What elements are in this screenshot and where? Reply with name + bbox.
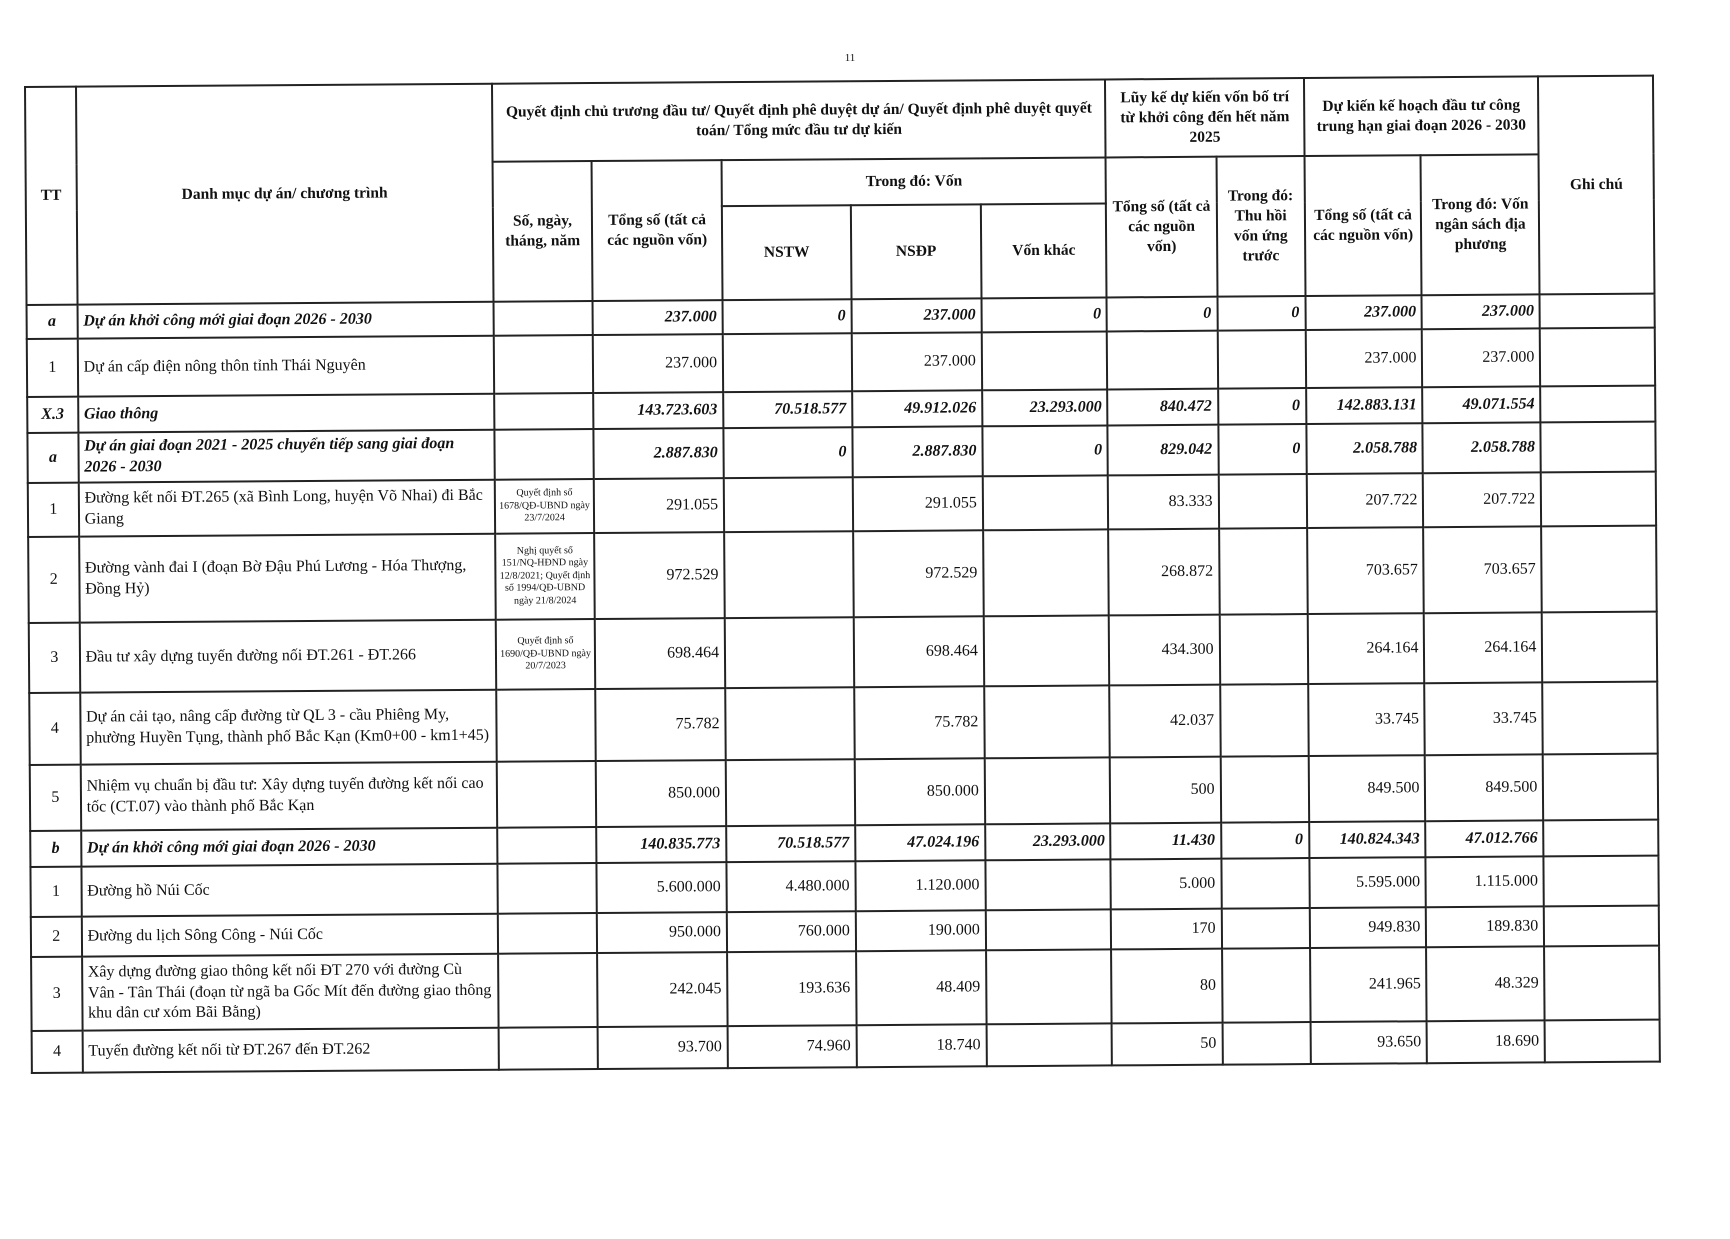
cell-tt: 3 bbox=[31, 957, 82, 1031]
cell-decision-total: 972.529 bbox=[594, 532, 725, 619]
cell-other-capital bbox=[984, 685, 1110, 758]
cell-tt: 3 bbox=[29, 623, 80, 693]
cell-advance-recovery: 0 bbox=[1218, 388, 1306, 425]
cell-nstw bbox=[724, 531, 853, 618]
cell-planned-total: 207.722 bbox=[1306, 473, 1423, 528]
cell-project-name: Đường vành đai I (đoạn Bờ Đậu Phú Lương - Hóa Thượng, Đồng Hỷ) bbox=[79, 534, 496, 623]
header-project-list: Danh mục dự án/ chương trình bbox=[76, 84, 494, 305]
cell-planned-total: 142.883.131 bbox=[1306, 387, 1423, 424]
cell-decision-ref bbox=[494, 301, 593, 336]
cell-decision-ref bbox=[494, 393, 593, 430]
table-body bbox=[27, 294, 1660, 1073]
cell-local-budget: 47.012.766 bbox=[1426, 820, 1544, 857]
cell-other-capital bbox=[983, 529, 1109, 616]
cell-advance-recovery bbox=[1218, 474, 1306, 529]
cell-accumulated-total: 434.300 bbox=[1109, 615, 1220, 686]
cell-local-budget: 1.115.000 bbox=[1426, 856, 1544, 907]
cell-nstw: 70.518.577 bbox=[726, 825, 855, 862]
header-tt: TT bbox=[25, 87, 77, 305]
cell-accumulated-total: 268.872 bbox=[1109, 529, 1220, 616]
cell-planned-total: 703.657 bbox=[1307, 527, 1424, 614]
header-accumulated-total: Tổng số (tất cả các nguồn vốn) bbox=[1106, 157, 1217, 298]
cell-notes bbox=[1542, 612, 1657, 683]
header-decision-number-date: Số, ngày, tháng, năm bbox=[493, 161, 593, 302]
cell-notes bbox=[1543, 754, 1658, 821]
cell-advance-recovery bbox=[1221, 908, 1309, 949]
cell-local-budget: 703.657 bbox=[1424, 526, 1542, 613]
cell-other-capital: 0 bbox=[982, 425, 1108, 476]
cell-decision-ref bbox=[497, 761, 597, 828]
cell-other-capital bbox=[985, 757, 1111, 824]
table-row bbox=[29, 612, 1657, 693]
header-planned-investment: Dự kiến kế hoạch đầu tư công trung hạn giai đoạn 2026 - 2030 bbox=[1304, 76, 1539, 156]
cell-other-capital bbox=[986, 909, 1112, 950]
cell-advance-recovery: 0 bbox=[1221, 822, 1309, 859]
table-row bbox=[29, 682, 1657, 765]
cell-accumulated-total: 11.430 bbox=[1111, 823, 1221, 860]
cell-accumulated-total: 829.042 bbox=[1108, 425, 1218, 476]
cell-project-name: Dự án giai đoạn 2021 - 2025 chuyển tiếp sang giai đoạn 2026 - 2030 bbox=[78, 430, 495, 483]
cell-other-capital bbox=[984, 615, 1110, 686]
cell-nsdp: 698.464 bbox=[854, 616, 984, 687]
cell-notes bbox=[1544, 820, 1659, 857]
cell-project-name: Xây dựng đường giao thông kết nối ĐT 270 với đường Cù Vân - Tân Thái (đoạn từ ngã ba Gốc Mít đến đường giao thông khu dân cư xóm Bãi Bằng) bbox=[82, 954, 499, 1031]
cell-accumulated-total: 5.000 bbox=[1111, 859, 1221, 910]
cell-local-budget: 48.329 bbox=[1427, 946, 1545, 1021]
cell-notes bbox=[1545, 1020, 1660, 1063]
cell-local-budget: 264.164 bbox=[1424, 612, 1542, 683]
cell-tt: 5 bbox=[30, 765, 81, 831]
cell-nstw: 0 bbox=[723, 427, 852, 478]
cell-tt: 2 bbox=[28, 537, 79, 623]
cell-nsdp: 18.740 bbox=[857, 1024, 987, 1067]
cell-notes bbox=[1543, 682, 1658, 755]
cell-project-name: Dự án cấp điện nông thôn tỉnh Thái Nguyên bbox=[77, 336, 494, 397]
cell-local-budget: 849.500 bbox=[1425, 754, 1543, 821]
cell-project-name: Đường kết nối ĐT.265 (xã Bình Long, huyện Võ Nhai) đi Bắc Giang bbox=[78, 480, 495, 537]
header-capital-breakdown: Trong đó: Vốn bbox=[722, 157, 1107, 206]
cell-planned-total: 93.650 bbox=[1310, 1021, 1427, 1064]
cell-project-name: Đường du lịch Sông Công - Núi Cốc bbox=[81, 914, 498, 957]
cell-nsdp: 48.409 bbox=[856, 950, 986, 1025]
cell-accumulated-total: 500 bbox=[1110, 757, 1221, 824]
cell-nstw bbox=[725, 617, 854, 688]
cell-decision-ref bbox=[497, 827, 596, 864]
cell-accumulated-total: 83.333 bbox=[1108, 475, 1219, 530]
cell-tt: a bbox=[27, 433, 78, 483]
cell-tt: 4 bbox=[29, 693, 80, 765]
cell-planned-total: 264.164 bbox=[1307, 613, 1424, 684]
cell-decision-ref: Quyết định số 1690/QĐ-UBND ngày 20/7/2023 bbox=[496, 619, 596, 690]
cell-nstw bbox=[726, 759, 855, 826]
cell-nstw: 193.636 bbox=[727, 951, 856, 1026]
cell-advance-recovery bbox=[1222, 948, 1311, 1023]
cell-decision-ref bbox=[499, 1027, 598, 1070]
cell-notes bbox=[1540, 294, 1655, 329]
cell-other-capital bbox=[985, 859, 1111, 910]
cell-decision-ref: Nghị quyết số 151/NQ-HĐND ngày 12/8/2021; Quyết định số 1994/QĐ-UBND ngày 21/8/2024 bbox=[495, 533, 595, 620]
cell-decision-total: 93.700 bbox=[598, 1026, 728, 1069]
cell-other-capital: 23.293.000 bbox=[982, 389, 1108, 426]
cell-notes bbox=[1540, 328, 1655, 387]
cell-decision-ref bbox=[496, 689, 596, 762]
cell-project-name: Dự án cải tạo, nâng cấp đường từ QL 3 - cầu Phiêng My, phường Huyền Tụng, thành phố Bắc Kạn (Km0+00 - km1+45) bbox=[80, 690, 497, 765]
header-planned-total: Tổng số (tất cả các nguồn vốn) bbox=[1304, 155, 1422, 296]
cell-other-capital bbox=[986, 949, 1112, 1024]
cell-nsdp: 49.912.026 bbox=[852, 390, 982, 427]
cell-project-name: Nhiệm vụ chuẩn bị đầu tư: Xây dựng tuyến đường kết nối cao tốc (CT.07) vào thành phố Bắc Kạn bbox=[80, 762, 497, 831]
cell-decision-total: 291.055 bbox=[594, 478, 724, 533]
cell-accumulated-total: 170 bbox=[1111, 909, 1221, 950]
cell-advance-recovery bbox=[1220, 684, 1309, 757]
cell-nsdp: 237.000 bbox=[852, 332, 982, 391]
document-sheet bbox=[24, 75, 1661, 1074]
cell-planned-total: 241.965 bbox=[1310, 947, 1427, 1022]
cell-local-budget: 237.000 bbox=[1422, 328, 1540, 387]
cell-nsdp: 190.000 bbox=[856, 910, 986, 951]
header-investment-decision: Quyết định chủ trương đầu tư/ Quyết định phê duyệt dự án/ Quyết định phê duyệt quyết toán/ Tổng mức đầu tư dự kiến bbox=[492, 79, 1106, 161]
header-decision-total: Tổng số (tất cả các nguồn vốn) bbox=[592, 160, 723, 301]
cell-other-capital bbox=[986, 1023, 1112, 1066]
header-notes: Ghi chú bbox=[1538, 76, 1654, 295]
cell-nstw: 760.000 bbox=[727, 911, 856, 952]
cell-nsdp: 972.529 bbox=[853, 530, 984, 617]
cell-notes bbox=[1541, 472, 1656, 527]
cell-advance-recovery: 0 bbox=[1218, 424, 1306, 475]
cell-advance-recovery bbox=[1222, 1022, 1310, 1065]
cell-accumulated-total: 50 bbox=[1112, 1023, 1222, 1066]
cell-tt: 1 bbox=[28, 483, 79, 537]
cell-project-name: Giao thông bbox=[78, 394, 495, 433]
cell-decision-total: 75.782 bbox=[595, 688, 725, 761]
cell-nstw bbox=[723, 333, 852, 392]
cell-local-budget: 207.722 bbox=[1423, 472, 1541, 527]
cell-decision-total: 242.045 bbox=[597, 952, 727, 1027]
cell-decision-total: 850.000 bbox=[596, 760, 726, 827]
cell-project-name: Dự án khởi công mới giai đoạn 2026 - 2030 bbox=[77, 302, 494, 339]
cell-notes bbox=[1544, 946, 1659, 1021]
cell-tt: 1 bbox=[27, 339, 78, 397]
cell-decision-total: 5.600.000 bbox=[597, 862, 727, 913]
cell-decision-total: 140.835.773 bbox=[596, 826, 726, 863]
cell-accumulated-total: 840.472 bbox=[1108, 389, 1218, 426]
cell-project-name: Đầu tư xây dựng tuyến đường nối ĐT.261 - ĐT.266 bbox=[79, 620, 496, 693]
cell-decision-ref bbox=[498, 953, 598, 1028]
cell-tt: 2 bbox=[31, 917, 82, 957]
cell-decision-total: 237.000 bbox=[593, 334, 723, 393]
cell-decision-total: 950.000 bbox=[597, 912, 727, 953]
cell-decision-ref bbox=[498, 913, 597, 954]
cell-notes bbox=[1544, 856, 1659, 907]
cell-accumulated-total bbox=[1107, 331, 1218, 390]
cell-local-budget: 2.058.788 bbox=[1423, 422, 1541, 473]
cell-nstw: 4.480.000 bbox=[727, 861, 856, 912]
cell-accumulated-total: 80 bbox=[1112, 949, 1223, 1024]
cell-decision-total: 237.000 bbox=[593, 300, 723, 335]
cell-nstw: 74.960 bbox=[728, 1025, 857, 1068]
cell-nstw: 70.518.577 bbox=[723, 391, 852, 428]
cell-planned-total: 33.745 bbox=[1308, 683, 1425, 756]
cell-local-budget: 189.830 bbox=[1426, 906, 1544, 947]
table-row bbox=[30, 754, 1658, 831]
cell-planned-total: 237.000 bbox=[1305, 329, 1422, 388]
cell-accumulated-total: 42.037 bbox=[1110, 685, 1221, 758]
cell-other-capital: 23.293.000 bbox=[985, 823, 1111, 860]
cell-tt: 4 bbox=[32, 1031, 83, 1073]
investment-plan-table bbox=[24, 75, 1661, 1074]
cell-notes bbox=[1540, 386, 1655, 423]
cell-local-budget: 49.071.554 bbox=[1423, 386, 1541, 423]
cell-notes bbox=[1544, 906, 1659, 947]
cell-advance-recovery bbox=[1217, 330, 1306, 389]
cell-nsdp: 291.055 bbox=[853, 476, 983, 531]
cell-tt: b bbox=[30, 831, 81, 867]
header-nstw: NSTW bbox=[722, 205, 852, 300]
header-other-capital: Vốn khác bbox=[981, 203, 1107, 298]
cell-tt: X.3 bbox=[27, 397, 78, 433]
cell-decision-ref bbox=[497, 863, 596, 914]
cell-planned-total: 2.058.788 bbox=[1306, 423, 1423, 474]
cell-accumulated-total: 0 bbox=[1107, 297, 1217, 332]
cell-planned-total: 140.824.343 bbox=[1309, 821, 1426, 858]
table-header bbox=[25, 76, 1654, 305]
cell-decision-total: 698.464 bbox=[595, 618, 725, 689]
table-row bbox=[28, 526, 1657, 623]
cell-nsdp: 75.782 bbox=[854, 686, 984, 759]
cell-notes bbox=[1541, 422, 1656, 473]
cell-advance-recovery bbox=[1219, 614, 1308, 685]
cell-advance-recovery bbox=[1220, 756, 1309, 823]
cell-project-name: Tuyến đường kết nối từ ĐT.267 đến ĐT.262 bbox=[82, 1028, 499, 1073]
cell-nstw: 0 bbox=[723, 299, 852, 334]
cell-nsdp: 2.887.830 bbox=[852, 426, 982, 477]
cell-advance-recovery: 0 bbox=[1217, 296, 1305, 331]
header-local-budget: Trong đó: Vốn ngân sách địa phương bbox=[1421, 154, 1540, 295]
cell-tt: a bbox=[27, 305, 78, 339]
cell-nsdp: 237.000 bbox=[851, 298, 981, 333]
cell-planned-total: 5.595.000 bbox=[1309, 857, 1426, 908]
cell-planned-total: 237.000 bbox=[1305, 295, 1422, 330]
cell-decision-ref bbox=[494, 429, 593, 480]
cell-nstw bbox=[725, 687, 854, 760]
cell-decision-total: 2.887.830 bbox=[594, 428, 724, 479]
cell-local-budget: 33.745 bbox=[1425, 682, 1543, 755]
cell-nsdp: 47.024.196 bbox=[855, 824, 985, 861]
cell-planned-total: 849.500 bbox=[1308, 755, 1425, 822]
cell-project-name: Dự án khởi công mới giai đoạn 2026 - 2030 bbox=[81, 828, 498, 867]
cell-decision-total: 143.723.603 bbox=[593, 392, 723, 429]
header-nsdp: NSĐP bbox=[851, 204, 982, 299]
cell-notes bbox=[1541, 526, 1656, 613]
cell-nstw bbox=[724, 477, 853, 532]
cell-other-capital: 0 bbox=[981, 297, 1107, 332]
header-accumulated-capital: Lũy kế dự kiến vốn bố trí từ khởi công đến hết năm 2025 bbox=[1105, 78, 1304, 157]
cell-decision-ref: Quyết định số 1678/QĐ-UBND ngày 23/7/2024 bbox=[495, 479, 594, 534]
cell-nsdp: 1.120.000 bbox=[855, 860, 985, 911]
cell-advance-recovery bbox=[1221, 858, 1309, 909]
cell-decision-ref bbox=[494, 335, 594, 394]
page-number: 11 bbox=[844, 52, 856, 64]
cell-nsdp: 850.000 bbox=[855, 758, 985, 825]
cell-project-name: Đường hồ Núi Cốc bbox=[81, 864, 498, 917]
cell-advance-recovery bbox=[1219, 528, 1308, 615]
header-advance-recovery: Trong đó: Thu hồi vốn ứng trước bbox=[1216, 156, 1305, 297]
cell-tt: 1 bbox=[30, 867, 81, 917]
cell-other-capital bbox=[982, 331, 1108, 390]
cell-local-budget: 18.690 bbox=[1427, 1020, 1545, 1063]
cell-planned-total: 949.830 bbox=[1310, 907, 1427, 948]
table-row bbox=[31, 946, 1659, 1031]
cell-other-capital bbox=[983, 475, 1109, 530]
cell-local-budget: 237.000 bbox=[1422, 294, 1540, 329]
